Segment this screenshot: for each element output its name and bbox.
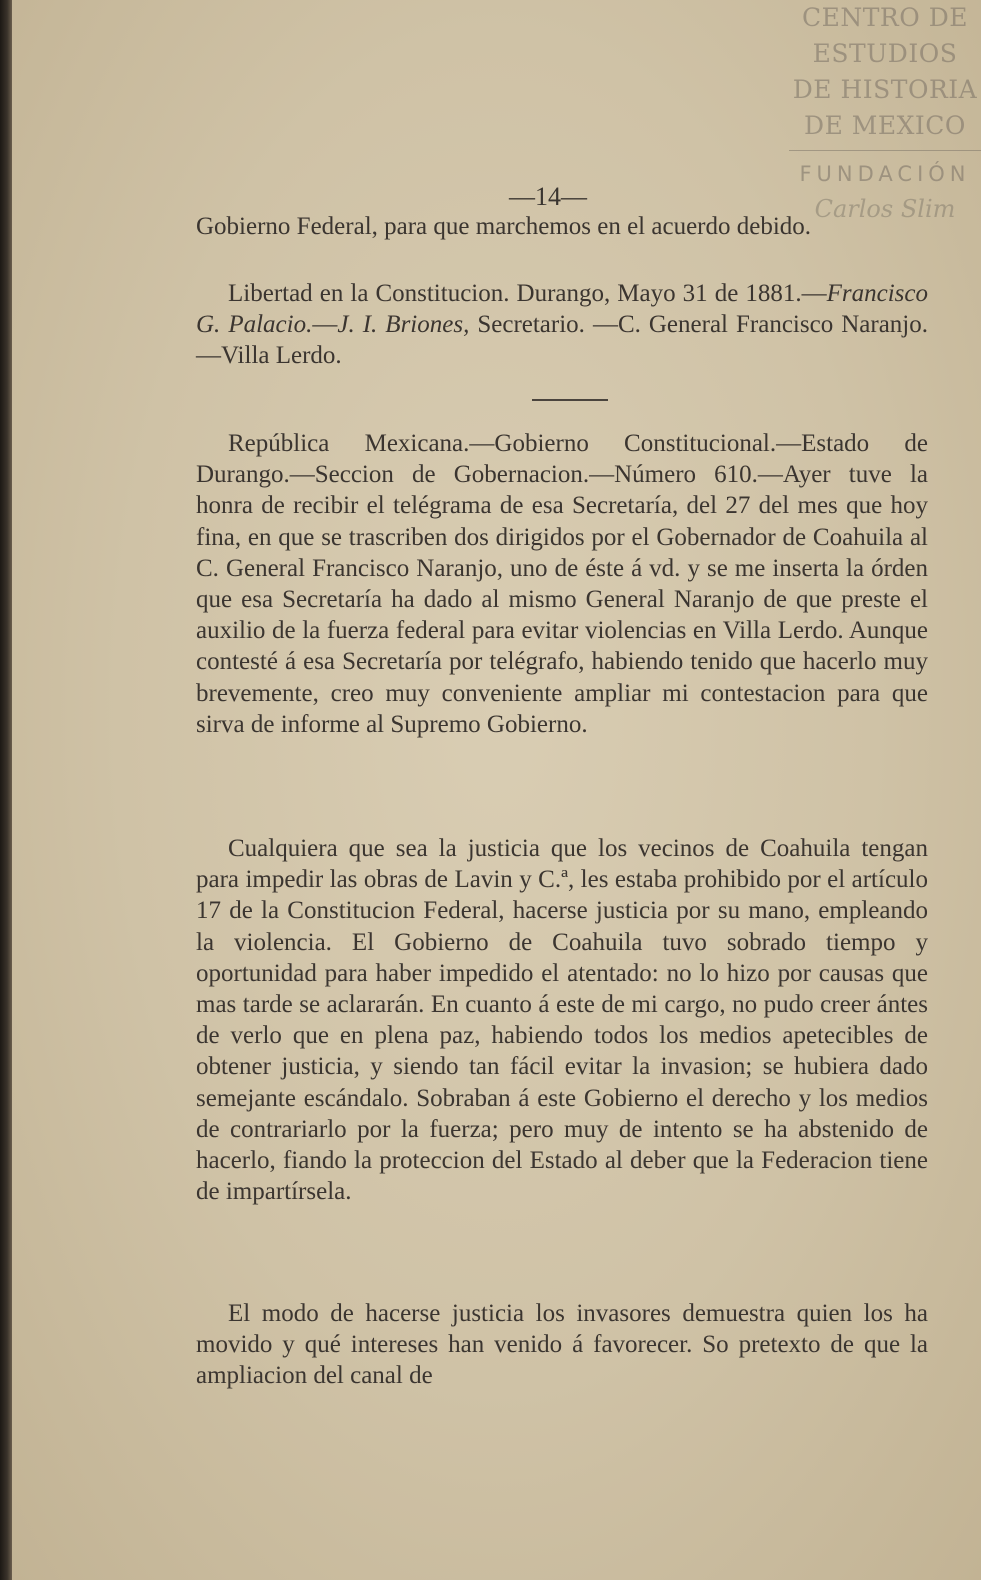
paragraph-3: República Mexicana.—Gobierno Constitucional.—Estado de Durango.—Seccion de Gobernacion.—Número 610.—Ayer tuve la honra de recibir el telégrama de esa Secretaría, del 27 del mes que hoy fina, en que se trascriben dos dirigidos por el Gobernador de Coahuila al C. General Francisco Naranjo, uno de éste á vd. y se me inserta la órden que esa Secretaría ha dado al mismo General Naranjo de que preste el auxilio de la fuerza federal para evitar violencias en Villa Lerdo. Aunque contesté á esa Secretaría por telégrafo, habiendo tenido que hacerlo muy brevemente, creo muy conveniente ampliar mi contestacion para que sirva de informe al Supremo Gobierno.: [196, 430, 928, 738]
watermark-foundation: FUNDACIÓN: [799, 162, 971, 186]
watermark-line-2: ESTUDIOS: [812, 39, 958, 68]
watermark-line-1: CENTRO DE: [802, 3, 968, 32]
section-separator: [532, 399, 608, 401]
watermark-line-4: DE MEXICO: [804, 111, 966, 140]
document-page: [12, 0, 981, 1580]
paragraph-4: Cualquiera que sea la justicia que los vecinos de Coahuila tengan para impedir las obras de Lavin y C.ª, les estaba prohibido por el artículo 17 de la Constitucion Federal, hacerse justicia por su mano, empleando la violencia. El Gobierno de Coahuila tuvo sobrado tiempo y oportunidad para haber impedido el atentado: no lo hizo por causas que mas tarde se aclararán. En cuanto á este de mi cargo, no pudo creer ántes de verlo que en plena paz, habiendo todos los medios apetecibles de obtener justicia, y siendo tan fácil evitar la invasion; se hubiera dado semejante escándalo. Sobraban á este Gobierno el derecho y los medios de contrariarlo por la fuerza; pero muy de intento se ha abstenido de hacerlo, fiando la proteccion del Estado al deber que la Federacion tiene de impartírsela.: [196, 835, 928, 1206]
signatory-briones: J. I. Briones,: [337, 311, 470, 339]
paragraph-2-text-b: Secretario. —C. General Francisco Naranjo.—Villa Lerdo.: [196, 311, 928, 370]
paragraph-5: El modo de hacerse justicia los invasores demuestra quien los ha movido y qué intereses han venido á favorecer. So pretexto de que la ampliacion del canal de: [196, 1300, 928, 1390]
signatory-palacio: Francisco G. Palacio.: [196, 280, 928, 339]
paragraph-1: Gobierno Federal, para que marchemos en el acuerdo debido.: [196, 213, 812, 240]
watermark-signature: Carlos Slim: [814, 195, 956, 223]
paragraph-2-text-a: Libertad en la Constitucion. Durango, Mayo 31 de 1881.—: [228, 280, 827, 307]
watermark-divider: [789, 150, 981, 151]
paragraph-2: [196, 278, 928, 372]
archive-watermark: [789, 0, 981, 223]
page-binding-edge: [0, 0, 12, 1580]
page-number: —14—: [509, 182, 587, 211]
watermark-line-3: DE HISTORIA: [792, 75, 978, 104]
paragraph-2-dash: —: [312, 311, 338, 339]
